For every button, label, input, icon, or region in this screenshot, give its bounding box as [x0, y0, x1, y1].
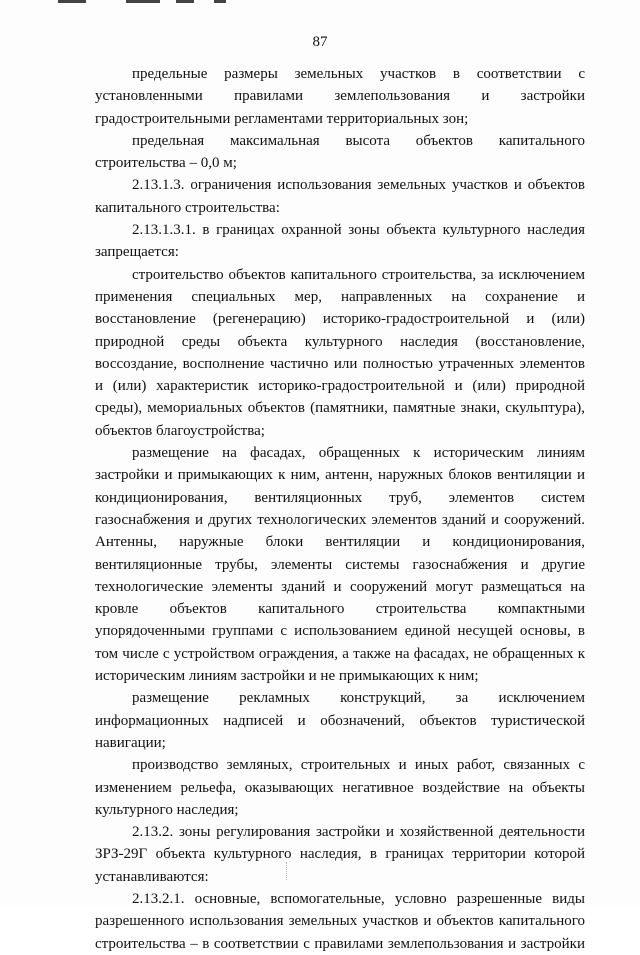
page-number: 87: [312, 34, 328, 50]
paragraph: 2.13.2. зоны регулирования застройки и хозяйственной деятельности ЗРЗ-29Г объекта культурного наследия, в границах территории которой устанавливаются:: [95, 824, 585, 885]
paragraph: предельная максимальная высота объектов капитального строительства – 0,0 м;: [95, 132, 585, 172]
paragraph: размещение рекламных конструкций, за исключением информационных надписей и обозначений, объектов туристической навигации;: [95, 690, 585, 751]
paragraph: размещение на фасадах, обращенных к историческим линиям застройки и примыкающих к ним, антенн, наружных блоков вентиляции и кондиционирования, вентиляционных труб, элементов систем газоснабжения и других технологических элементов зданий и сооружений. Антенны, наружные блоки вентиляции и кондиционирования, вентиляционные трубы, элементы системы газоснабжения и другие технологические элементы зданий и сооружений могут размещаться на кровле объектов капитального строительства компактными упорядоченными группами с использованием единой несущей основы, в том числе с устройством ограждения, а также на фасадах, не обращенных к историческим линиям застройки и не примыкающих к ним;: [95, 445, 585, 685]
scan-artifact: [286, 862, 291, 880]
paragraph: 2.13.1.3. ограничения использования земельных участков и объектов капитального строительства:: [95, 177, 585, 216]
paragraph: производство земляных, строительных и иных работ, связанных с изменением рельефа, оказывающих негативное воздействие на объекты культурного наследия;: [95, 757, 585, 818]
scan-edge-marks: [0, 0, 640, 4]
document-body: [95, 63, 585, 955]
paragraph: 2.13.2.1. основные, вспомогательные, условно разрешенные виды разрешенного использования земельных участков и объектов капитального строительства – в соответствии с правилами землепользования и застройки: [95, 890, 585, 952]
paragraph: предельные размеры земельных участков в соответствии с установленными правилами землепользования и застройки градостроительными регламентами территориальных зон;: [95, 66, 585, 127]
paragraph: строительство объектов капитального строительства, за исключением применения специальных мер, направленных на сохранение и восстановление (регенерацию) историко-градостроительной и (или) природной среды объекта культурного наследия (восстановление, воссоздание, восполнение частично или полностью утраченных элементов и (или) характеристик историко-градостроительной и (или) природной среды), мемориальных объектов (памятники, памятные знаки, скульптура), объектов благоустройства;: [95, 266, 585, 439]
paragraph: 2.13.1.3.1. в границах охранной зоны объекта культурного наследия запрещается:: [95, 222, 585, 261]
